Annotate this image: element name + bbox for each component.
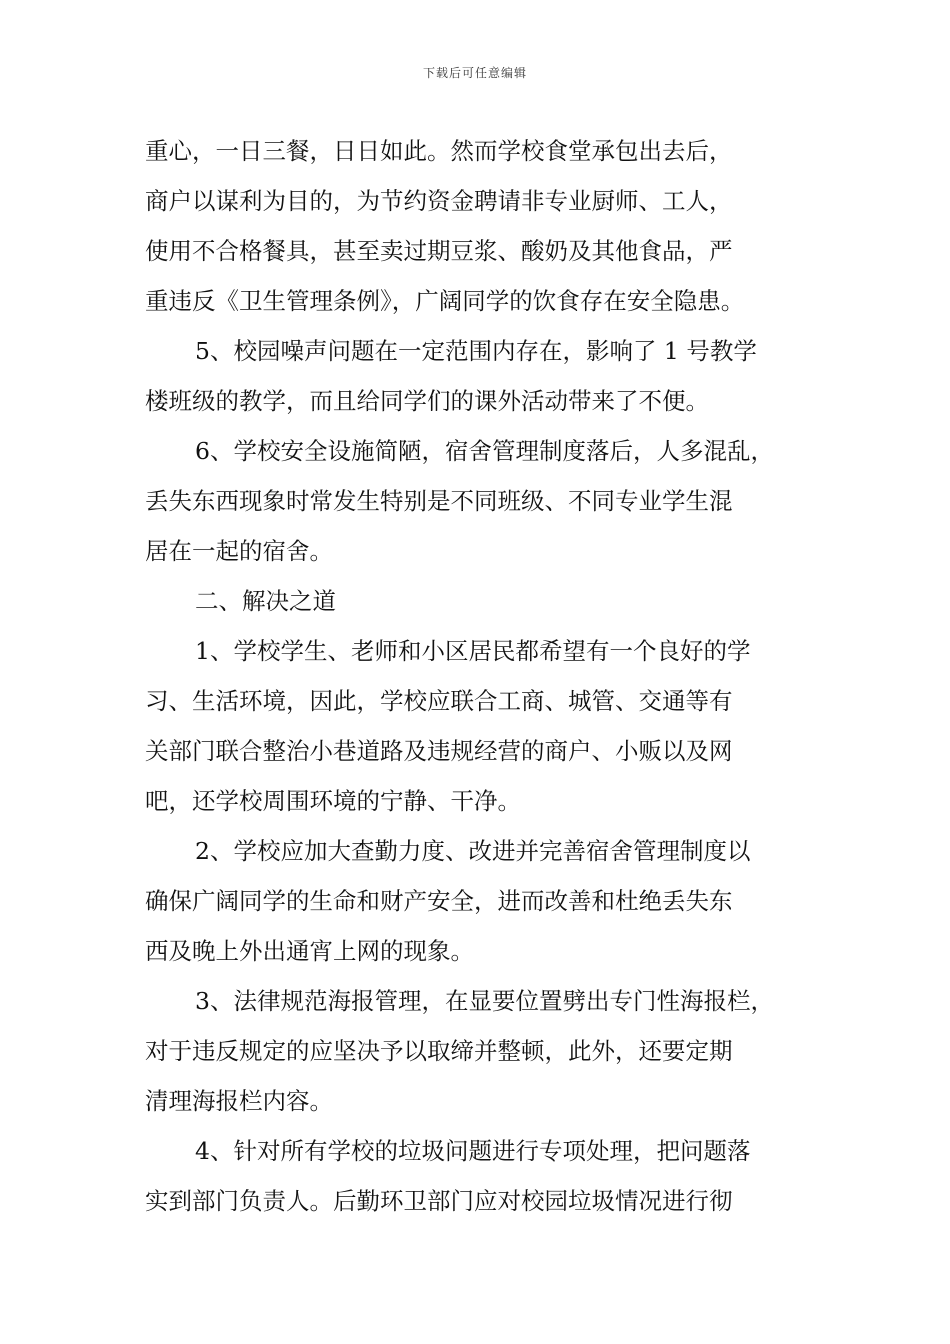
paragraph-line: 3、法律规范海报管理，在显要位置劈出专门性海报栏， <box>195 987 774 1015</box>
paragraph-line: 重违反《卫生管理条例》，广阔同学的饮食存在安全隐患。 <box>145 287 745 315</box>
paragraph-line: 丢失东西现象时常发生特别是不同班级、不同专业学生混 <box>145 487 733 515</box>
paragraph-line: 关部门联合整治小巷道路及违规经营的商户、小贩以及网 <box>145 737 733 765</box>
paragraph-line: 重心，一日三餐，日日如此。然而学校食堂承包出去后， <box>145 137 733 165</box>
paragraph-line: 使用不合格餐具，甚至卖过期豆浆、酸奶及其他食品，严 <box>145 237 733 265</box>
paragraph-line: 实到部门负责人。后勤环卫部门应对校园垃圾情况进行彻 <box>145 1187 733 1215</box>
paragraph-line: 西及晚上外出通宵上网的现象。 <box>145 937 474 965</box>
paragraph-line: 楼班级的教学，而且给同学们的课外活动带来了不便。 <box>145 387 709 415</box>
document-body <box>145 126 810 1226</box>
paragraph-line: 清理海报栏内容。 <box>145 1087 333 1115</box>
paragraph-line: 6、学校安全设施简陋，宿舍管理制度落后，人多混乱， <box>195 437 774 465</box>
paragraph-line: 居在一起的宿舍。 <box>145 537 333 565</box>
paragraph-line: 习、生活环境，因此，学校应联合工商、城管、交通等有 <box>145 687 733 715</box>
paragraph-line: 确保广阔同学的生命和财产安全，进而改善和杜绝丢失东 <box>145 887 733 915</box>
section-heading: 二、解决之道 <box>195 587 336 615</box>
page-header: 下载后可任意编辑 <box>422 66 527 80</box>
paragraph-line: 吧，还学校周围环境的宁静、干净。 <box>145 787 521 815</box>
paragraph-line: 4、针对所有学校的垃圾问题进行专项处理，把问题落 <box>195 1137 751 1165</box>
paragraph-line: 对于违反规定的应坚决予以取缔并整顿，此外，还要定期 <box>145 1037 733 1065</box>
paragraph-line: 1、学校学生、老师和小区居民都希望有一个良好的学 <box>195 637 751 665</box>
paragraph-line: 5、校园噪声问题在一定范围内存在，影响了 1 号教学 <box>195 337 757 365</box>
paragraph-line: 2、学校应加大查勤力度、改进并完善宿舍管理制度以 <box>195 837 751 865</box>
paragraph-line: 商户以谋利为目的，为节约资金聘请非专业厨师、工人， <box>145 187 733 215</box>
